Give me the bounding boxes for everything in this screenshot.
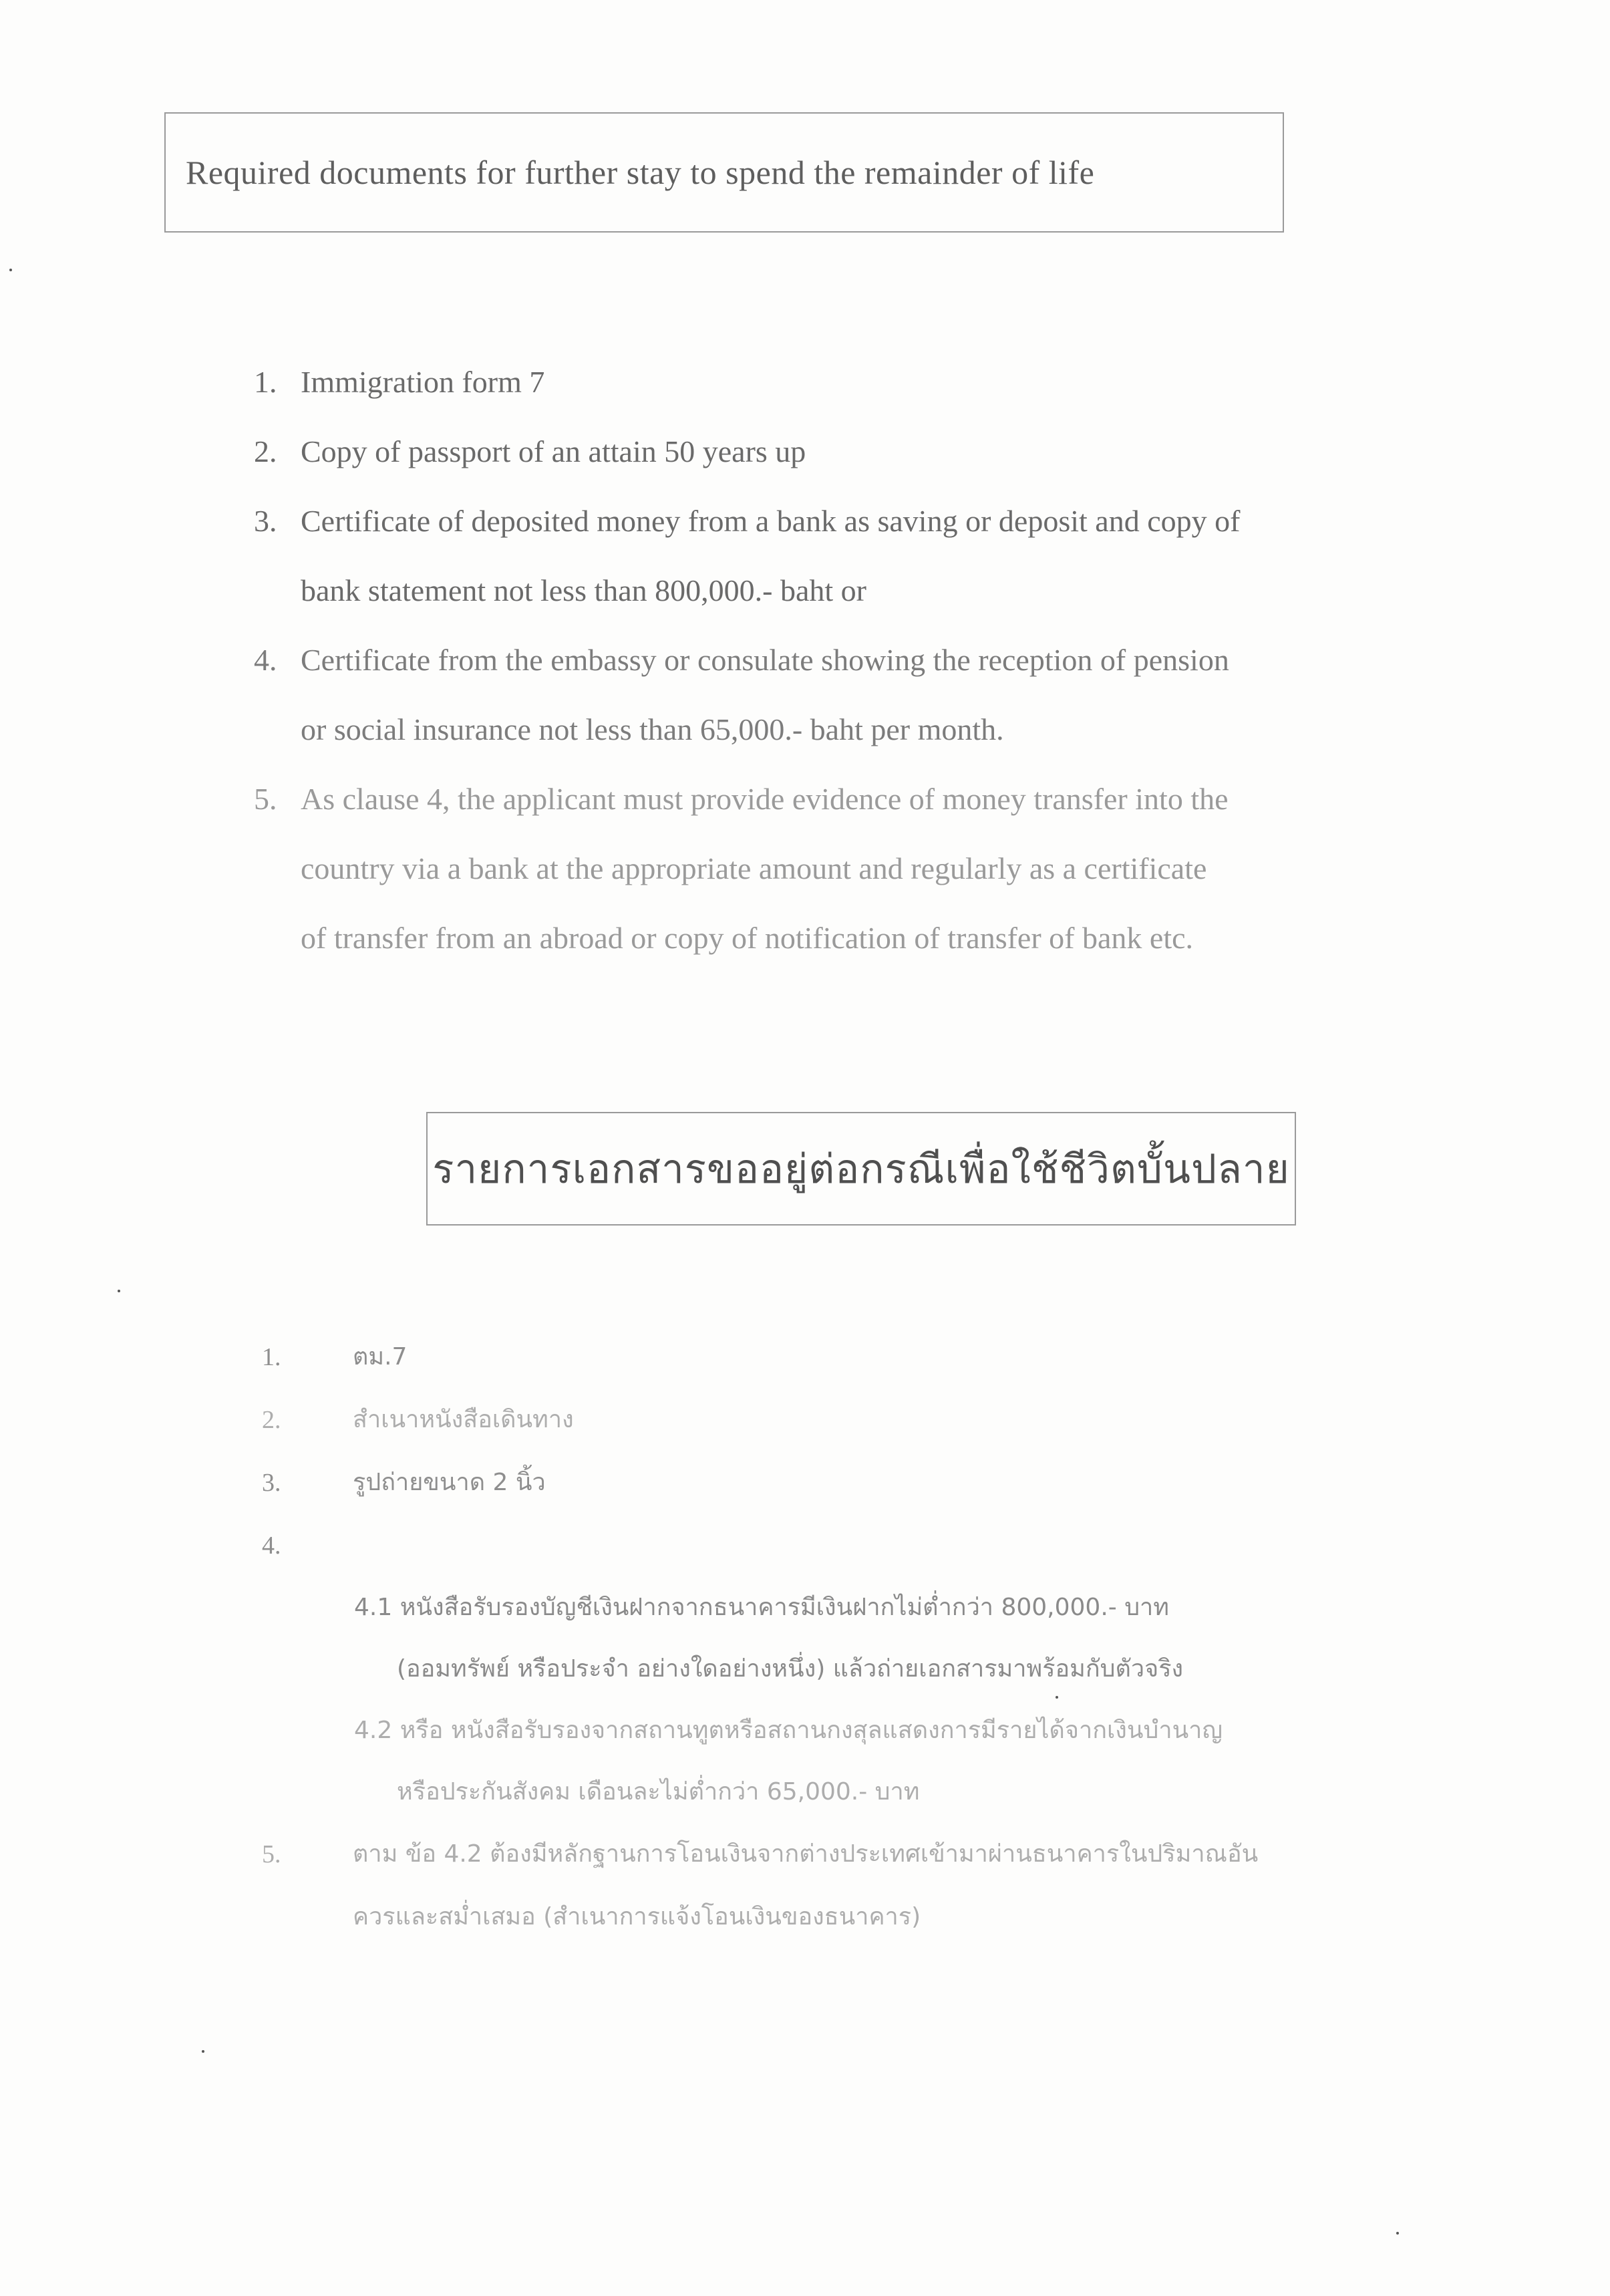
item-number: 5. xyxy=(262,1840,281,1868)
scan-speck xyxy=(9,269,12,271)
item-text: ตม.7 xyxy=(353,1343,408,1371)
thai-title-box xyxy=(426,1112,1296,1226)
english-title-box xyxy=(164,112,1284,233)
scan-speck xyxy=(1396,2232,1399,2235)
item-text: Certificate from the embassy or consulate showing the reception of pension xyxy=(301,643,1229,677)
item-number: 4. xyxy=(254,643,277,677)
scan-speck xyxy=(1056,1696,1058,1699)
item-number: 2. xyxy=(262,1406,281,1434)
sub-item-text: (ออมทรัพย์ หรือประจำ อย่างใดอย่างหนึ่ง) แล้วถ่ายเอกสารมาพร้อมกับตัวจริง xyxy=(397,1655,1184,1683)
item-number: 3. xyxy=(254,504,277,538)
thai-requirements-list xyxy=(262,1326,1398,1949)
sub-item-text: หรือประกันสังคม เดือนละไม่ต่ำกว่า 65,000.- บาท xyxy=(397,1778,920,1806)
list-item xyxy=(254,486,1376,625)
english-requirements-list xyxy=(254,347,1376,973)
list-item xyxy=(254,764,1376,973)
item-number: 4. xyxy=(262,1532,281,1560)
thai-title: รายการเอกสารขออยู่ต่อกรณีเพื่อใช้ชีวิตบั้นปลาย xyxy=(432,1145,1290,1193)
english-title: Required documents for further stay to spend the remainder of life xyxy=(186,154,1095,191)
scan-speck xyxy=(202,2050,204,2053)
list-item xyxy=(262,1389,1398,1451)
list-item xyxy=(262,1823,1398,1949)
item-text: As clause 4, the applicant must provide evidence of money transfer into the xyxy=(301,782,1229,816)
item-text: Copy of passport of an attain 50 years up xyxy=(301,434,806,468)
item-text: รูปถ่ายขนาด 2 นิ้ว xyxy=(353,1469,546,1496)
item-number: 1. xyxy=(262,1343,281,1371)
item-text: สำเนาหนังสือเดินทาง xyxy=(353,1406,574,1433)
sub-item xyxy=(262,1577,1398,1700)
item-text: or social insurance not less than 65,000.- baht per month. xyxy=(301,712,1004,746)
list-item xyxy=(254,417,1376,486)
item-number: 2. xyxy=(254,434,277,468)
scan-speck xyxy=(118,1290,120,1292)
list-item xyxy=(262,1451,1398,1514)
item-text: bank statement not less than 800,000.- baht or xyxy=(301,573,867,607)
list-item xyxy=(254,625,1376,764)
sub-item xyxy=(262,1700,1398,1823)
item-text: of transfer from an abroad or copy of notification of transfer of bank etc. xyxy=(301,921,1194,955)
item-text: ควรและสม่ำเสมอ (สำเนาการแจ้งโอนเงินของธนาคาร) xyxy=(353,1903,921,1930)
item-text: ตาม ข้อ 4.2 ต้องมีหลักฐานการโอนเงินจากต่างประเทศเข้ามาผ่านธนาคารในปริมาณอัน xyxy=(353,1840,1259,1868)
item-number: 5. xyxy=(254,782,277,816)
item-number: 3. xyxy=(262,1469,281,1497)
item-text: Immigration form 7 xyxy=(301,365,545,399)
list-item xyxy=(262,1514,1398,1577)
list-item xyxy=(254,347,1376,417)
item-number: 1. xyxy=(254,365,277,399)
item-text: country via a bank at the appropriate amount and regularly as a certificate xyxy=(301,851,1207,885)
item-text: Certificate of deposited money from a bank as saving or deposit and copy of xyxy=(301,504,1241,538)
sub-item-text: 4.1 หนังสือรับรองบัญชีเงินฝากจากธนาคารมีเงินฝากไม่ต่ำกว่า 800,000.- บาท xyxy=(354,1594,1169,1621)
list-item xyxy=(262,1326,1398,1389)
sub-item-text: 4.2 หรือ หนังสือรับรองจากสถานทูตหรือสถานกงสุลแสดงการมีรายได้จากเงินบำนาญ xyxy=(354,1717,1223,1744)
